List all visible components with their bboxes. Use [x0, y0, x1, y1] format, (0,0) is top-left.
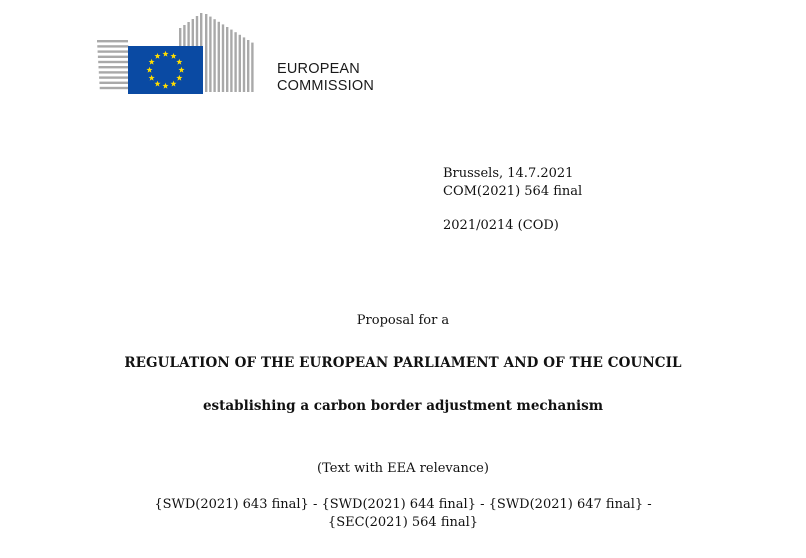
related-documents-line1: {SWD(2021) 643 final} - {SWD(2021) 644 final} - {SWD(2021) 647 final} - — [154, 497, 652, 512]
organization-name-line1: EUROPEAN — [277, 61, 360, 77]
related-documents — [0, 496, 806, 532]
organization-name — [277, 61, 374, 95]
eea-relevance-note: (Text with EEA relevance) — [317, 461, 489, 476]
document-title: REGULATION OF THE EUROPEAN PARLIAMENT AND OF THE COUNCIL — [124, 355, 682, 371]
commission-building-flag-icon — [95, 10, 270, 96]
document-reference-block — [443, 165, 582, 235]
organization-name-line2: COMMISSION — [277, 78, 375, 94]
document-subtitle: establishing a carbon border adjustment mechanism — [202, 398, 604, 414]
document-prefix: Proposal for a — [356, 313, 450, 328]
related-documents-line2: {SEC(2021) 564 final} — [327, 515, 479, 530]
com-number: COM(2021) 564 final — [443, 184, 583, 199]
procedure-number: 2021/0214 (COD) — [443, 218, 559, 233]
place-date: Brussels, 14.7.2021 — [443, 166, 574, 181]
european-commission-logo — [95, 10, 270, 96]
